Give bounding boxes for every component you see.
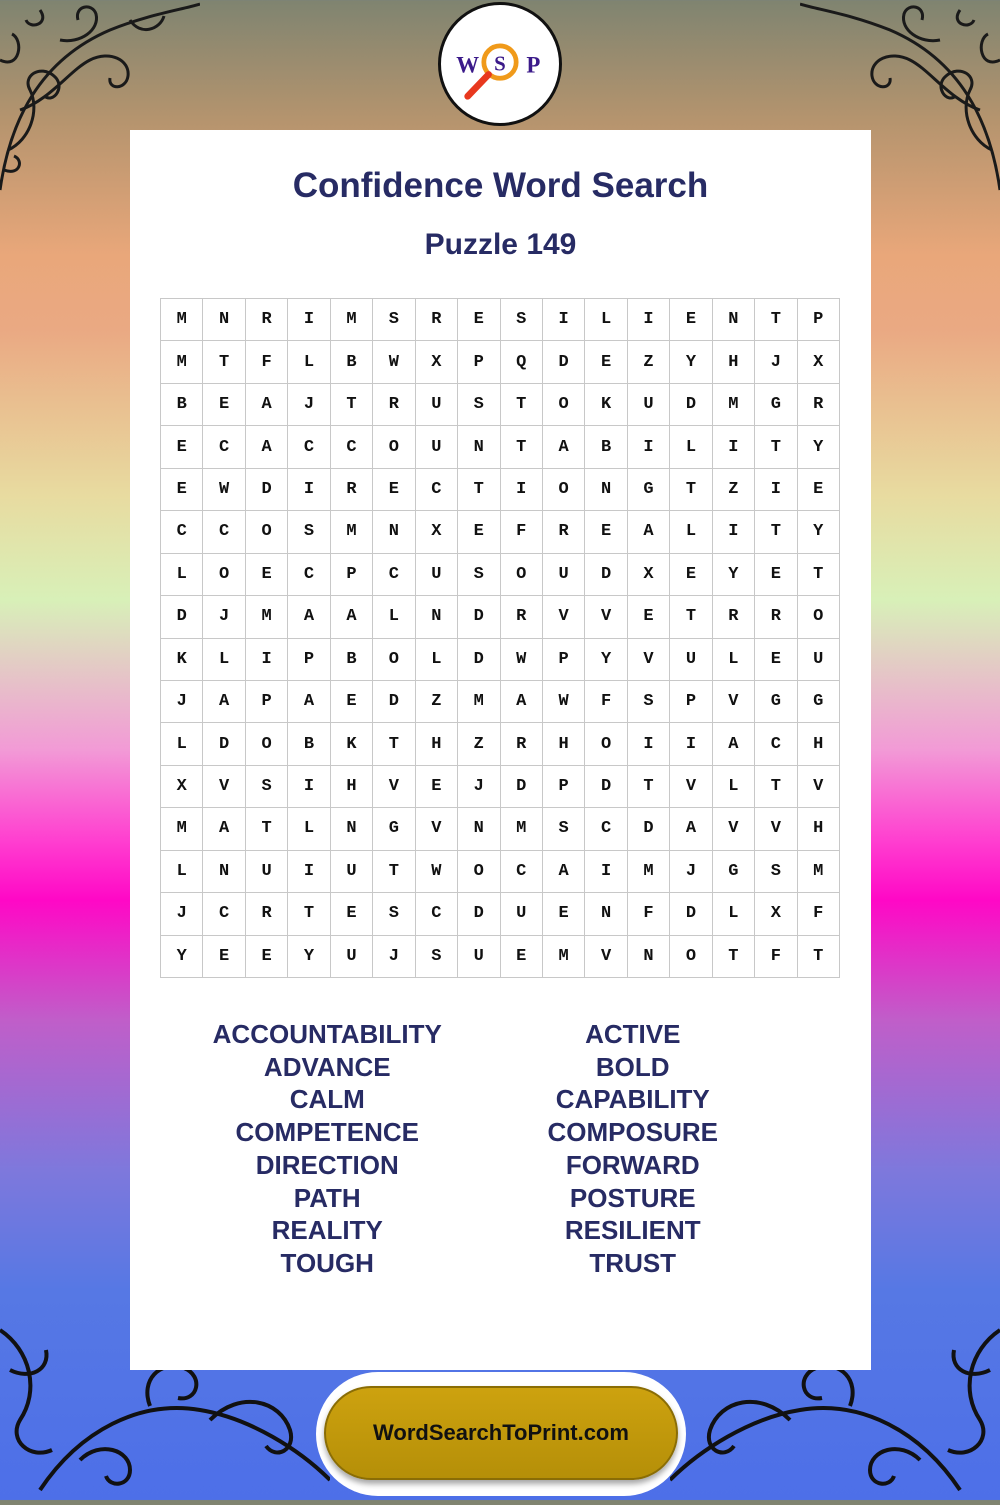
- grid-cell: E: [246, 554, 288, 596]
- grid-cell: C: [288, 426, 330, 468]
- grid-cell: N: [373, 511, 415, 553]
- grid-cell: U: [416, 426, 458, 468]
- grid-cell: T: [458, 469, 500, 511]
- grid-cell: G: [755, 384, 797, 426]
- grid-cell: A: [543, 426, 585, 468]
- grid-cell: T: [628, 766, 670, 808]
- grid-cell: C: [755, 723, 797, 765]
- word-list-item: ACTIVE: [585, 1019, 681, 1049]
- grid-cell: T: [501, 384, 543, 426]
- grid-cell: L: [161, 851, 203, 893]
- grid-cell: D: [585, 766, 627, 808]
- word-list-item: BOLD: [595, 1051, 670, 1082]
- grid-cell: E: [331, 681, 373, 723]
- grid-cell: S: [288, 511, 330, 553]
- grid-cell: T: [798, 936, 840, 978]
- grid-cell: M: [161, 808, 203, 850]
- grid-cell: C: [416, 469, 458, 511]
- grid-cell: L: [416, 639, 458, 681]
- word-list-item: RESILIENT: [564, 1215, 701, 1246]
- grid-cell: A: [670, 808, 712, 850]
- grid-cell: F: [585, 681, 627, 723]
- grid-cell: O: [458, 851, 500, 893]
- grid-cell: H: [798, 808, 840, 850]
- site-badge: [316, 1372, 686, 1496]
- grid-cell: A: [543, 851, 585, 893]
- grid-cell: B: [585, 426, 627, 468]
- grid-cell: J: [288, 384, 330, 426]
- grid-cell: P: [798, 299, 840, 341]
- grid-cell: A: [203, 681, 245, 723]
- grid-cell: B: [331, 639, 373, 681]
- grid-cell: S: [543, 808, 585, 850]
- word-list-item: COMPETENCE: [235, 1117, 419, 1148]
- grid-cell: V: [203, 766, 245, 808]
- grid-cell: L: [203, 639, 245, 681]
- grid-cell: M: [246, 596, 288, 638]
- grid-cell: O: [246, 723, 288, 765]
- grid-cell: D: [458, 639, 500, 681]
- word-list-item: DIRECTION: [255, 1149, 399, 1180]
- grid-cell: C: [203, 426, 245, 468]
- grid-cell: M: [161, 341, 203, 383]
- grid-cell: D: [458, 893, 500, 935]
- grid-cell: M: [161, 299, 203, 341]
- grid-cell: E: [670, 554, 712, 596]
- word-list-item: REALITY: [271, 1215, 383, 1246]
- grid-cell: T: [373, 851, 415, 893]
- word-list-left: [130, 1018, 501, 1280]
- grid-cell: E: [458, 299, 500, 341]
- grid-cell: A: [246, 426, 288, 468]
- grid-cell: I: [246, 639, 288, 681]
- puzzle-number: Puzzle 149: [424, 228, 577, 261]
- grid-cell: A: [713, 723, 755, 765]
- grid-cell: V: [585, 596, 627, 638]
- word-list-item: CALM: [289, 1084, 365, 1115]
- logo-letter-p: P: [526, 52, 541, 78]
- grid-cell: C: [416, 893, 458, 935]
- grid-cell: U: [331, 851, 373, 893]
- grid-cell: B: [331, 341, 373, 383]
- grid-cell: P: [543, 766, 585, 808]
- grid-cell: T: [755, 766, 797, 808]
- grid-cell: S: [373, 893, 415, 935]
- grid-cell: M: [331, 299, 373, 341]
- grid-cell: D: [161, 596, 203, 638]
- grid-cell: Y: [798, 426, 840, 468]
- page-title: Confidence Word Search: [292, 166, 709, 205]
- grid-cell: U: [416, 554, 458, 596]
- grid-cell: E: [246, 936, 288, 978]
- grid-cell: T: [755, 511, 797, 553]
- grid-cell: R: [416, 299, 458, 341]
- grid-cell: R: [755, 596, 797, 638]
- grid-cell: A: [628, 511, 670, 553]
- grid-cell: O: [373, 426, 415, 468]
- puzzle-panel: [130, 130, 871, 1370]
- grid-cell: F: [798, 893, 840, 935]
- grid-cell: O: [543, 469, 585, 511]
- grid-cell: E: [161, 426, 203, 468]
- word-list-item: TRUST: [589, 1247, 677, 1278]
- grid-cell: D: [501, 766, 543, 808]
- grid-cell: O: [373, 639, 415, 681]
- grid-cell: O: [670, 936, 712, 978]
- grid-cell: C: [585, 808, 627, 850]
- grid-cell: T: [373, 723, 415, 765]
- grid-cell: M: [798, 851, 840, 893]
- grid-cell: E: [161, 469, 203, 511]
- grid-cell: P: [246, 681, 288, 723]
- grid-cell: L: [161, 723, 203, 765]
- grid-cell: R: [246, 299, 288, 341]
- grid-cell: E: [798, 469, 840, 511]
- grid-cell: K: [161, 639, 203, 681]
- grid-cell: C: [331, 426, 373, 468]
- grid-cell: C: [203, 511, 245, 553]
- grid-cell: A: [501, 681, 543, 723]
- grid-cell: E: [203, 384, 245, 426]
- grid-cell: V: [713, 808, 755, 850]
- grid-cell: T: [331, 384, 373, 426]
- grid-cell: R: [246, 893, 288, 935]
- grid-cell: R: [713, 596, 755, 638]
- grid-cell: X: [628, 554, 670, 596]
- grid-cell: X: [755, 893, 797, 935]
- grid-cell: P: [458, 341, 500, 383]
- grid-cell: E: [585, 341, 627, 383]
- grid-cell: T: [755, 426, 797, 468]
- grid-cell: V: [628, 639, 670, 681]
- grid-cell: N: [713, 299, 755, 341]
- grid-cell: N: [585, 893, 627, 935]
- grid-cell: I: [288, 766, 330, 808]
- grid-cell: U: [416, 384, 458, 426]
- grid-cell: V: [416, 808, 458, 850]
- grid-cell: H: [713, 341, 755, 383]
- grid-cell: T: [798, 554, 840, 596]
- grid-cell: W: [203, 469, 245, 511]
- grid-cell: E: [373, 469, 415, 511]
- letter-grid: [160, 298, 840, 978]
- grid-cell: Y: [670, 341, 712, 383]
- grid-cell: M: [713, 384, 755, 426]
- grid-cell: A: [288, 681, 330, 723]
- grid-cell: E: [331, 893, 373, 935]
- grid-cell: L: [288, 808, 330, 850]
- grid-cell: D: [458, 596, 500, 638]
- grid-cell: I: [288, 851, 330, 893]
- grid-cell: R: [798, 384, 840, 426]
- grid-cell: M: [458, 681, 500, 723]
- grid-cell: E: [628, 596, 670, 638]
- grid-cell: D: [670, 384, 712, 426]
- grid-cell: N: [458, 808, 500, 850]
- grid-cell: V: [755, 808, 797, 850]
- logo-letter-w: W: [456, 52, 480, 78]
- grid-cell: W: [501, 639, 543, 681]
- grid-cell: E: [585, 511, 627, 553]
- grid-cell: I: [628, 426, 670, 468]
- grid-cell: V: [543, 596, 585, 638]
- grid-cell: U: [670, 639, 712, 681]
- grid-cell: U: [246, 851, 288, 893]
- grid-cell: C: [501, 851, 543, 893]
- grid-cell: A: [246, 384, 288, 426]
- grid-cell: I: [288, 299, 330, 341]
- grid-cell: T: [203, 341, 245, 383]
- grid-cell: Y: [288, 936, 330, 978]
- grid-cell: Y: [161, 936, 203, 978]
- grid-cell: O: [585, 723, 627, 765]
- grid-cell: T: [288, 893, 330, 935]
- grid-cell: R: [331, 469, 373, 511]
- grid-cell: B: [161, 384, 203, 426]
- grid-cell: U: [628, 384, 670, 426]
- grid-cell: R: [501, 723, 543, 765]
- grid-cell: T: [670, 596, 712, 638]
- grid-cell: O: [203, 554, 245, 596]
- grid-cell: V: [373, 766, 415, 808]
- grid-cell: X: [798, 341, 840, 383]
- grid-cell: V: [670, 766, 712, 808]
- grid-cell: J: [203, 596, 245, 638]
- grid-cell: T: [670, 469, 712, 511]
- grid-cell: B: [288, 723, 330, 765]
- grid-cell: O: [501, 554, 543, 596]
- grid-cell: L: [288, 341, 330, 383]
- grid-cell: P: [543, 639, 585, 681]
- grid-cell: U: [458, 936, 500, 978]
- grid-cell: N: [458, 426, 500, 468]
- grid-cell: R: [543, 511, 585, 553]
- wsp-logo: [438, 2, 562, 126]
- grid-cell: I: [755, 469, 797, 511]
- grid-cell: E: [203, 936, 245, 978]
- grid-cell: I: [628, 723, 670, 765]
- grid-cell: M: [543, 936, 585, 978]
- grid-cell: D: [543, 341, 585, 383]
- word-list-item: ADVANCE: [263, 1051, 391, 1082]
- word-list-item: TOUGH: [280, 1247, 374, 1278]
- grid-cell: H: [416, 723, 458, 765]
- grid-cell: S: [416, 936, 458, 978]
- grid-cell: E: [458, 511, 500, 553]
- grid-cell: J: [458, 766, 500, 808]
- grid-cell: R: [501, 596, 543, 638]
- grid-cell: D: [373, 681, 415, 723]
- grid-cell: G: [713, 851, 755, 893]
- grid-cell: P: [288, 639, 330, 681]
- grid-cell: L: [373, 596, 415, 638]
- grid-cell: G: [373, 808, 415, 850]
- grid-cell: L: [713, 639, 755, 681]
- grid-cell: G: [798, 681, 840, 723]
- grid-cell: Y: [798, 511, 840, 553]
- grid-cell: Q: [501, 341, 543, 383]
- grid-cell: S: [246, 766, 288, 808]
- grid-cell: U: [331, 936, 373, 978]
- grid-cell: Z: [628, 341, 670, 383]
- grid-cell: I: [713, 511, 755, 553]
- word-list-right: [501, 1018, 872, 1280]
- grid-cell: L: [670, 426, 712, 468]
- logo-letter-s: S: [494, 51, 506, 76]
- grid-cell: I: [713, 426, 755, 468]
- word-list-item: COMPOSURE: [547, 1117, 718, 1148]
- grid-cell: N: [331, 808, 373, 850]
- grid-cell: L: [713, 766, 755, 808]
- grid-cell: P: [331, 554, 373, 596]
- word-list-item: FORWARD: [565, 1149, 700, 1180]
- grid-cell: E: [501, 936, 543, 978]
- grid-cell: Z: [416, 681, 458, 723]
- grid-cell: L: [585, 299, 627, 341]
- site-link-button[interactable]: [324, 1386, 678, 1480]
- grid-cell: W: [543, 681, 585, 723]
- grid-cell: N: [585, 469, 627, 511]
- grid-cell: S: [755, 851, 797, 893]
- grid-cell: J: [755, 341, 797, 383]
- grid-cell: H: [331, 766, 373, 808]
- grid-cell: X: [416, 341, 458, 383]
- grid-cell: L: [161, 554, 203, 596]
- grid-cell: C: [203, 893, 245, 935]
- grid-cell: J: [161, 681, 203, 723]
- grid-cell: M: [331, 511, 373, 553]
- grid-cell: I: [543, 299, 585, 341]
- grid-cell: V: [713, 681, 755, 723]
- grid-cell: F: [628, 893, 670, 935]
- grid-cell: E: [670, 299, 712, 341]
- grid-cell: J: [161, 893, 203, 935]
- word-list-item: PATH: [293, 1182, 361, 1213]
- grid-cell: T: [713, 936, 755, 978]
- grid-cell: V: [585, 936, 627, 978]
- grid-cell: C: [161, 511, 203, 553]
- grid-cell: D: [628, 808, 670, 850]
- grid-cell: U: [543, 554, 585, 596]
- grid-cell: D: [203, 723, 245, 765]
- grid-cell: Y: [713, 554, 755, 596]
- word-list-item: CAPABILITY: [555, 1084, 710, 1115]
- grid-cell: X: [416, 511, 458, 553]
- grid-cell: S: [373, 299, 415, 341]
- grid-cell: I: [501, 469, 543, 511]
- grid-cell: K: [331, 723, 373, 765]
- word-list: [130, 1018, 871, 1280]
- word-list-item: ACCOUNTABILITY: [212, 1019, 442, 1049]
- grid-cell: Y: [585, 639, 627, 681]
- grid-cell: C: [373, 554, 415, 596]
- grid-cell: I: [670, 723, 712, 765]
- grid-cell: W: [416, 851, 458, 893]
- grid-cell: Z: [713, 469, 755, 511]
- grid-cell: Z: [458, 723, 500, 765]
- grid-cell: T: [501, 426, 543, 468]
- grid-cell: P: [670, 681, 712, 723]
- grid-cell: N: [203, 851, 245, 893]
- grid-cell: W: [373, 341, 415, 383]
- grid-cell: I: [288, 469, 330, 511]
- grid-cell: F: [755, 936, 797, 978]
- grid-cell: F: [246, 341, 288, 383]
- grid-cell: S: [458, 554, 500, 596]
- grid-cell: O: [798, 596, 840, 638]
- grid-cell: R: [373, 384, 415, 426]
- grid-cell: L: [713, 893, 755, 935]
- grid-cell: E: [755, 639, 797, 681]
- grid-cell: J: [373, 936, 415, 978]
- grid-cell: S: [501, 299, 543, 341]
- grid-cell: K: [585, 384, 627, 426]
- grid-cell: X: [161, 766, 203, 808]
- word-list-item: POSTURE: [569, 1182, 696, 1213]
- grid-cell: U: [501, 893, 543, 935]
- grid-cell: A: [331, 596, 373, 638]
- grid-cell: S: [458, 384, 500, 426]
- grid-cell: A: [288, 596, 330, 638]
- grid-cell: L: [670, 511, 712, 553]
- grid-cell: G: [755, 681, 797, 723]
- site-name: WordSearchToPrint.com: [373, 1420, 629, 1445]
- grid-cell: G: [628, 469, 670, 511]
- grid-cell: N: [416, 596, 458, 638]
- grid-cell: T: [246, 808, 288, 850]
- grid-cell: H: [798, 723, 840, 765]
- grid-cell: E: [416, 766, 458, 808]
- grid-cell: M: [628, 851, 670, 893]
- grid-cell: V: [798, 766, 840, 808]
- grid-cell: I: [585, 851, 627, 893]
- grid-cell: J: [670, 851, 712, 893]
- grid-cell: I: [628, 299, 670, 341]
- grid-cell: M: [501, 808, 543, 850]
- grid-cell: E: [755, 554, 797, 596]
- grid-cell: T: [755, 299, 797, 341]
- grid-cell: A: [203, 808, 245, 850]
- grid-cell: N: [203, 299, 245, 341]
- grid-cell: D: [670, 893, 712, 935]
- grid-cell: O: [246, 511, 288, 553]
- grid-cell: E: [543, 893, 585, 935]
- grid-cell: N: [628, 936, 670, 978]
- grid-cell: F: [501, 511, 543, 553]
- grid-cell: D: [246, 469, 288, 511]
- grid-cell: O: [543, 384, 585, 426]
- grid-cell: S: [628, 681, 670, 723]
- grid-cell: H: [543, 723, 585, 765]
- grid-cell: C: [288, 554, 330, 596]
- grid-cell: U: [798, 639, 840, 681]
- grid-cell: D: [585, 554, 627, 596]
